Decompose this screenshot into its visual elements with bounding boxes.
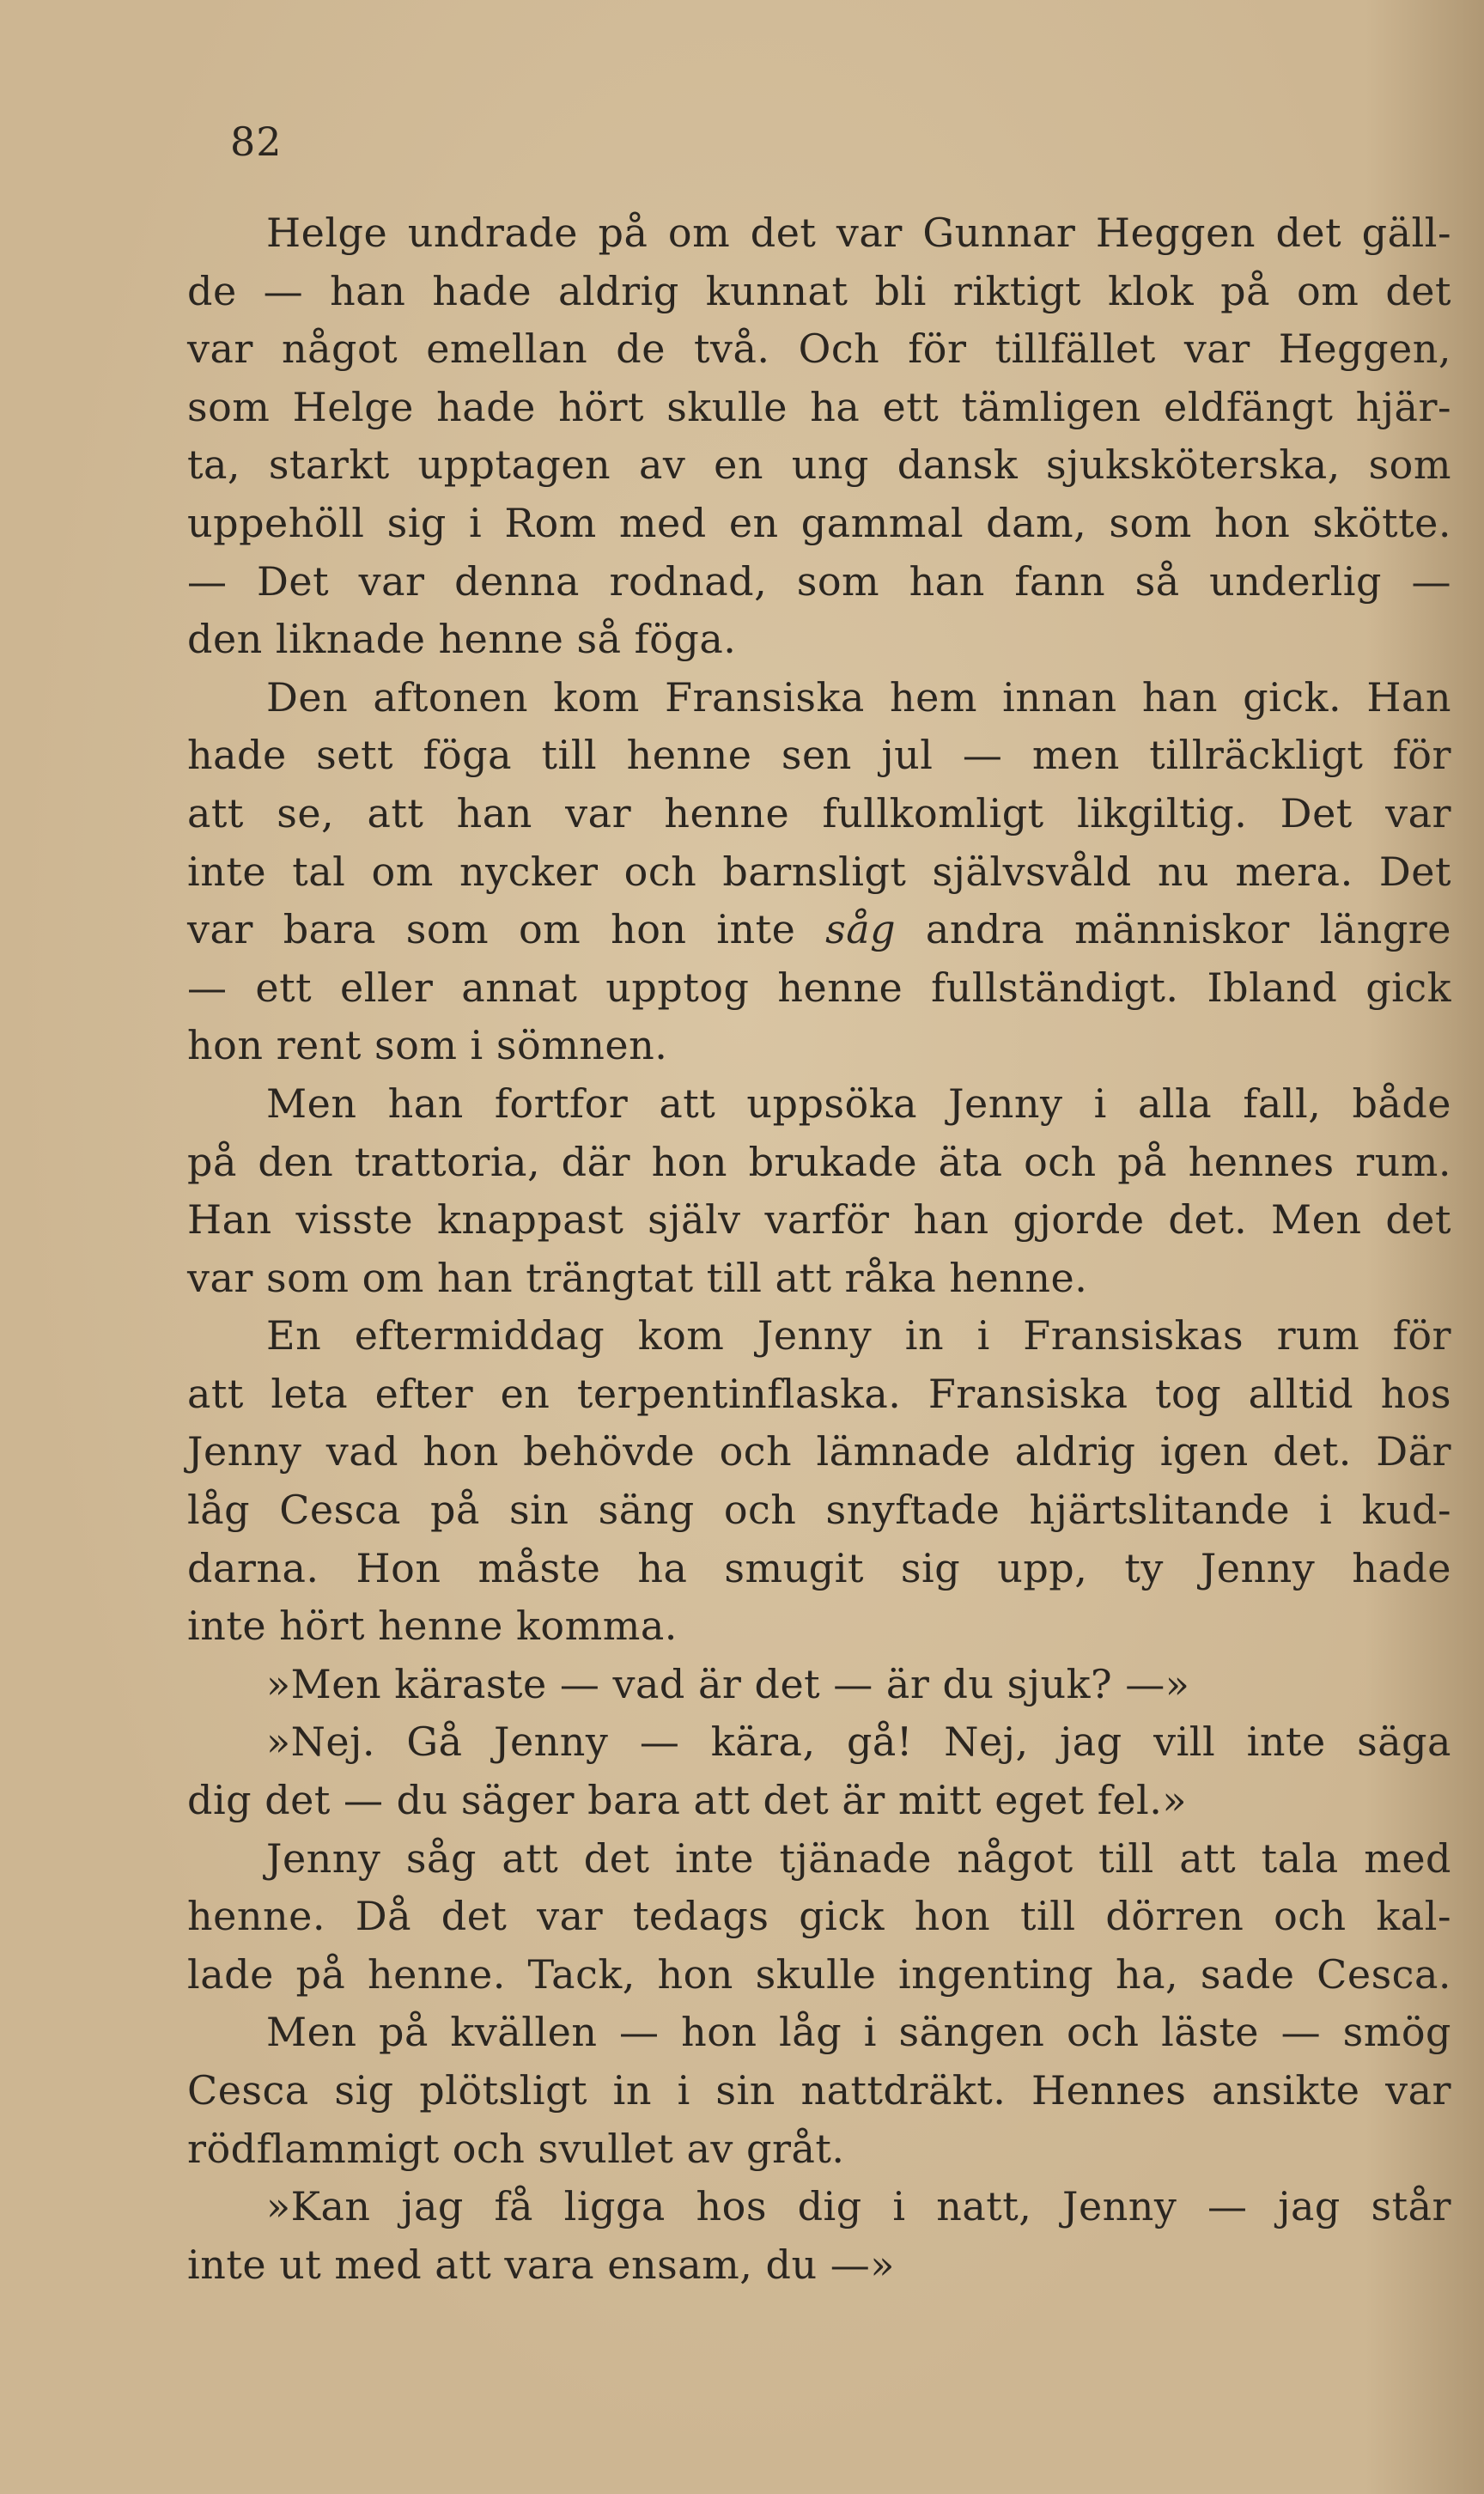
text-line: »Kan jag få ligga hos dig i natt, Jenny — jag står bbox=[266, 2183, 1451, 2230]
text-line: uppehöll sig i Rom med en gammal dam, som hon skötte. bbox=[187, 499, 1451, 546]
text-line: inte hört henne komma. bbox=[187, 1603, 678, 1650]
text-line: dig det — du säger bara att det är mitt eget fel.» bbox=[187, 1777, 1188, 1824]
text-line: lade på henne. Tack, hon skulle ingenting ha, sade Cesca. bbox=[187, 1950, 1451, 1998]
text-line: låg Cesca på sin säng och snyftade hjärtslitande i kud- bbox=[187, 1487, 1451, 1534]
text-line: var som om han trängtat till att råka henne. bbox=[187, 1254, 1088, 1301]
text-line: darna. Hon måste ha smugit sig upp, ty Jenny hade bbox=[187, 1544, 1451, 1591]
text-line: henne. Då det var tedags gick hon till dörren och kal- bbox=[187, 1893, 1451, 1940]
text-line: — ett eller annat upptog henne fullständigt. Ibland gick bbox=[187, 964, 1451, 1011]
text-line: En eftermiddag kom Jenny in i Fransiskas rum för bbox=[266, 1312, 1451, 1360]
text-line: de — han hade aldrig kunnat bli riktigt klok på om det bbox=[187, 267, 1451, 314]
text-line: inte tal om nycker och barnsligt självsvåld nu mera. Det bbox=[187, 848, 1451, 895]
body-text bbox=[187, 204, 1451, 2294]
text-line: inte ut med att vara ensam, du —» bbox=[187, 2241, 895, 2288]
text-line: Jenny vad hon behövde och lämnade aldrig igen det. Där bbox=[187, 1428, 1451, 1475]
text-line: — Det var denna rodnad, som han fann så underlig — bbox=[187, 557, 1451, 605]
page-number: 82 bbox=[230, 119, 283, 165]
text-line: hade sett föga till henne sen jul — men tillräckligt för bbox=[187, 732, 1451, 779]
text-line: ta, starkt upptagen av en ung dansk sjuksköterska, som bbox=[187, 441, 1451, 489]
text-line: Helge undrade på om det var Gunnar Heggen det gäll- bbox=[266, 210, 1451, 256]
text-line: var bara som om hon inte såg andra människor längre bbox=[187, 906, 1451, 953]
text-line: Cesca sig plötsligt in i sin nattdräkt. Hennes ansikte var bbox=[187, 2067, 1451, 2114]
text-line: hon rent som i sömnen. bbox=[187, 1022, 668, 1069]
text-line: rödflammigt och svullet av gråt. bbox=[187, 2125, 845, 2172]
text-line: var något emellan de två. Och för tillfället var Heggen, bbox=[187, 325, 1451, 373]
text-line: »Men käraste — vad är det — är du sjuk? —» bbox=[266, 1660, 1190, 1707]
text-line: att se, att han var henne fullkomligt likgiltig. Det var bbox=[187, 789, 1451, 836]
text-line: den liknade henne så föga. bbox=[187, 616, 737, 663]
text-line: Jenny såg att det inte tjänade något till att tala med bbox=[266, 1834, 1451, 1882]
text-line: »Nej. Gå Jenny — kära, gå! Nej, jag vill inte säga bbox=[266, 1718, 1451, 1766]
italic-word: såg bbox=[825, 906, 897, 953]
text-line: Den aftonen kom Fransiska hem innan han gick. Han bbox=[266, 673, 1451, 721]
text-line: på den trattoria, där hon brukade äta och på hennes rum. bbox=[187, 1138, 1451, 1185]
text-line: Men på kvällen — hon låg i sängen och läste — smög bbox=[266, 2009, 1451, 2056]
text-line: att leta efter en terpentinflaska. Fransiska tog alltid hos bbox=[187, 1370, 1451, 1417]
text-line: Han visste knappast själv varför han gjorde det. Men det bbox=[187, 1196, 1451, 1244]
text-line: Men han fortfor att uppsöka Jenny i alla fall, både bbox=[266, 1080, 1451, 1127]
text-line: som Helge hade hört skulle ha ett tämligen eldfängt hjär- bbox=[187, 383, 1451, 430]
